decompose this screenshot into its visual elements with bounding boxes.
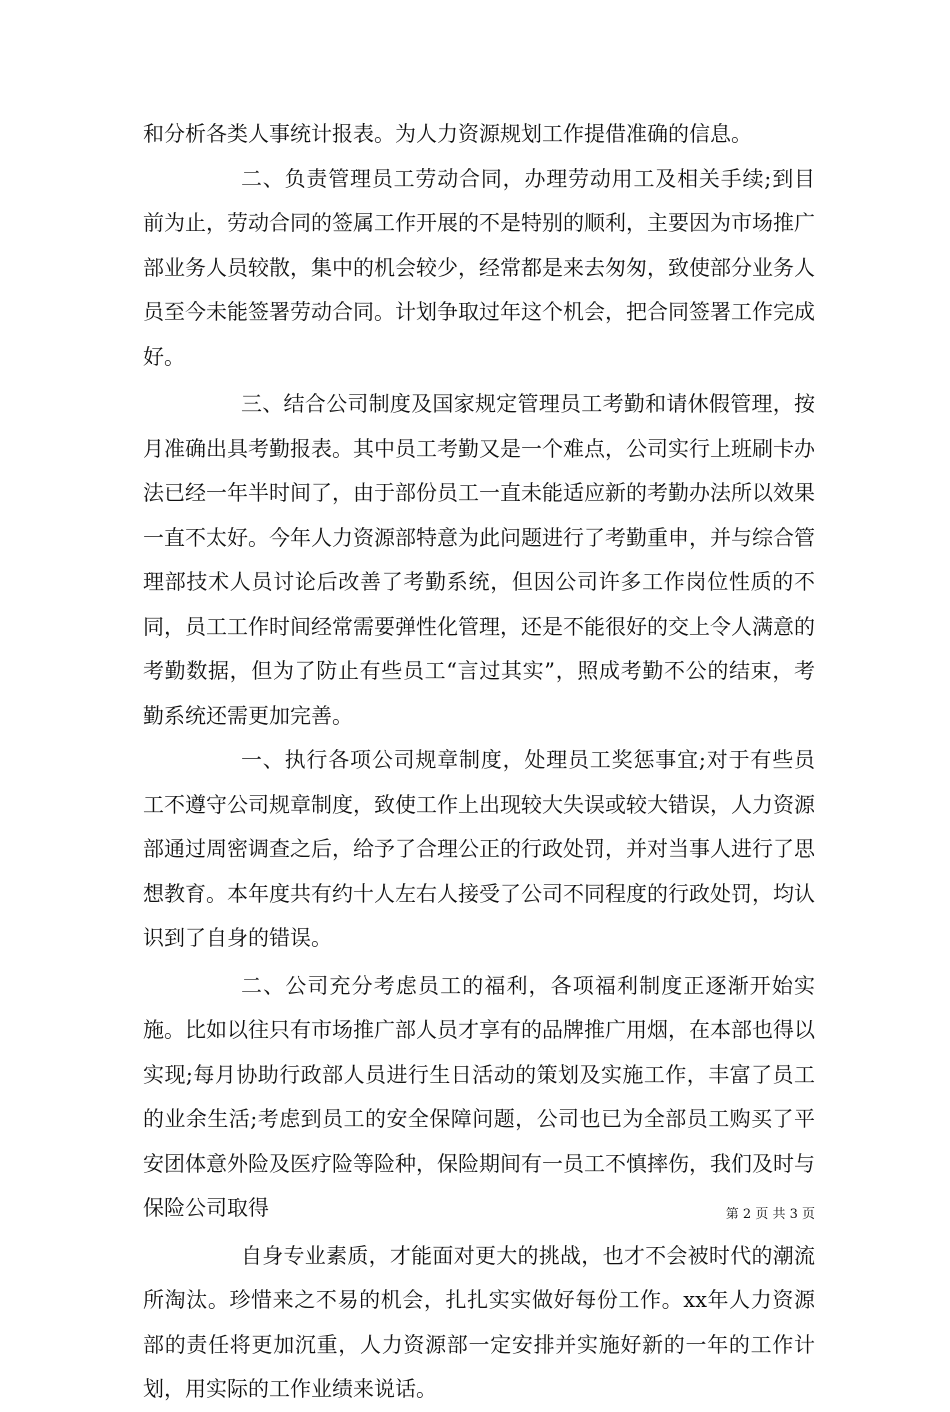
paragraph-attendance: 三、结合公司制度及国家规定管理员工考勤和请休假管理，按月准确出具考勤报表。其中员工考勤又是一个难点，公司实行上班刷卡办法已经一年半时间了，由于部份员工一直未能适应新的考勤办法所以效果一直不太好。今年人力资源部特意为此问题进行了考勤重申，并与综合管理部技术人员讨论后改善了考勤系统，但因公司许多工作岗位性质的不同，员工工作时间经常需要弹性化管理，还是不能很好的交上令人满意的考勤数据，但为了防止有些员工“言过其实”，照成考勤不公的结束，考勤系统还需更加完善。 — [143, 392, 815, 728]
paragraph-continuation: 和分析各类人事统计报表。为人力资源规划工作提借准确的信息。 — [143, 122, 752, 146]
paragraph-welfare: 二、公司充分考虑员工的福利，各项福利制度正逐渐开始实施。比如以往只有市场推广部人员才享有的品牌推广用烟，在本部也得以实现;每月协助行政部人员进行生日活动的策划及实施工作，丰富了员工的业余生活;考虑到员工的安全保障问题，公司也已为全部员工购买了平安团体意外险及医疗险等险种，保险期间有一员工不慎摔伤，我们及时与保险公司取得 — [143, 973, 815, 1220]
paragraph-labor-contract: 二、负责管理员工劳动合同，办理劳动用工及相关手续;到目前为止，劳动合同的签属工作开展的不是特别的顺利，主要因为市场推广部业务人员较散，集中的机会较少，经常都是来去匆匆，致使部分业务人员至今未能签署劳动合同。计划争取过年这个机会，把合同签署工作完成好。 — [143, 166, 815, 369]
page-number-footer: 第 2 页 共 3 页 — [725, 1207, 815, 1222]
paragraph-rules-discipline: 一、执行各项公司规章制度，处理员工奖惩事宜;对于有些员工不遵守公司规章制度，致使工作上出现较大失误或较大错误，人力资源部通过周密调查之后，给予了合理公正的行政处罚，并对当事人进行了思想教育。本年度共有约十人左右人接受了公司不同程度的行政处罚，均认识到了自身的错误。 — [143, 748, 815, 950]
paragraph-conclusion: 自身专业素质，才能面对更大的挑战，也才不会被时代的潮流所淘汰。珍惜来之不易的机会，扎扎实实做好每份工作。xx年人力资源部的责任将更加沉重，人力资源部一定安排并实施好新的一年的工作计划，用实际的工作业绩来说话。 — [143, 1243, 815, 1401]
